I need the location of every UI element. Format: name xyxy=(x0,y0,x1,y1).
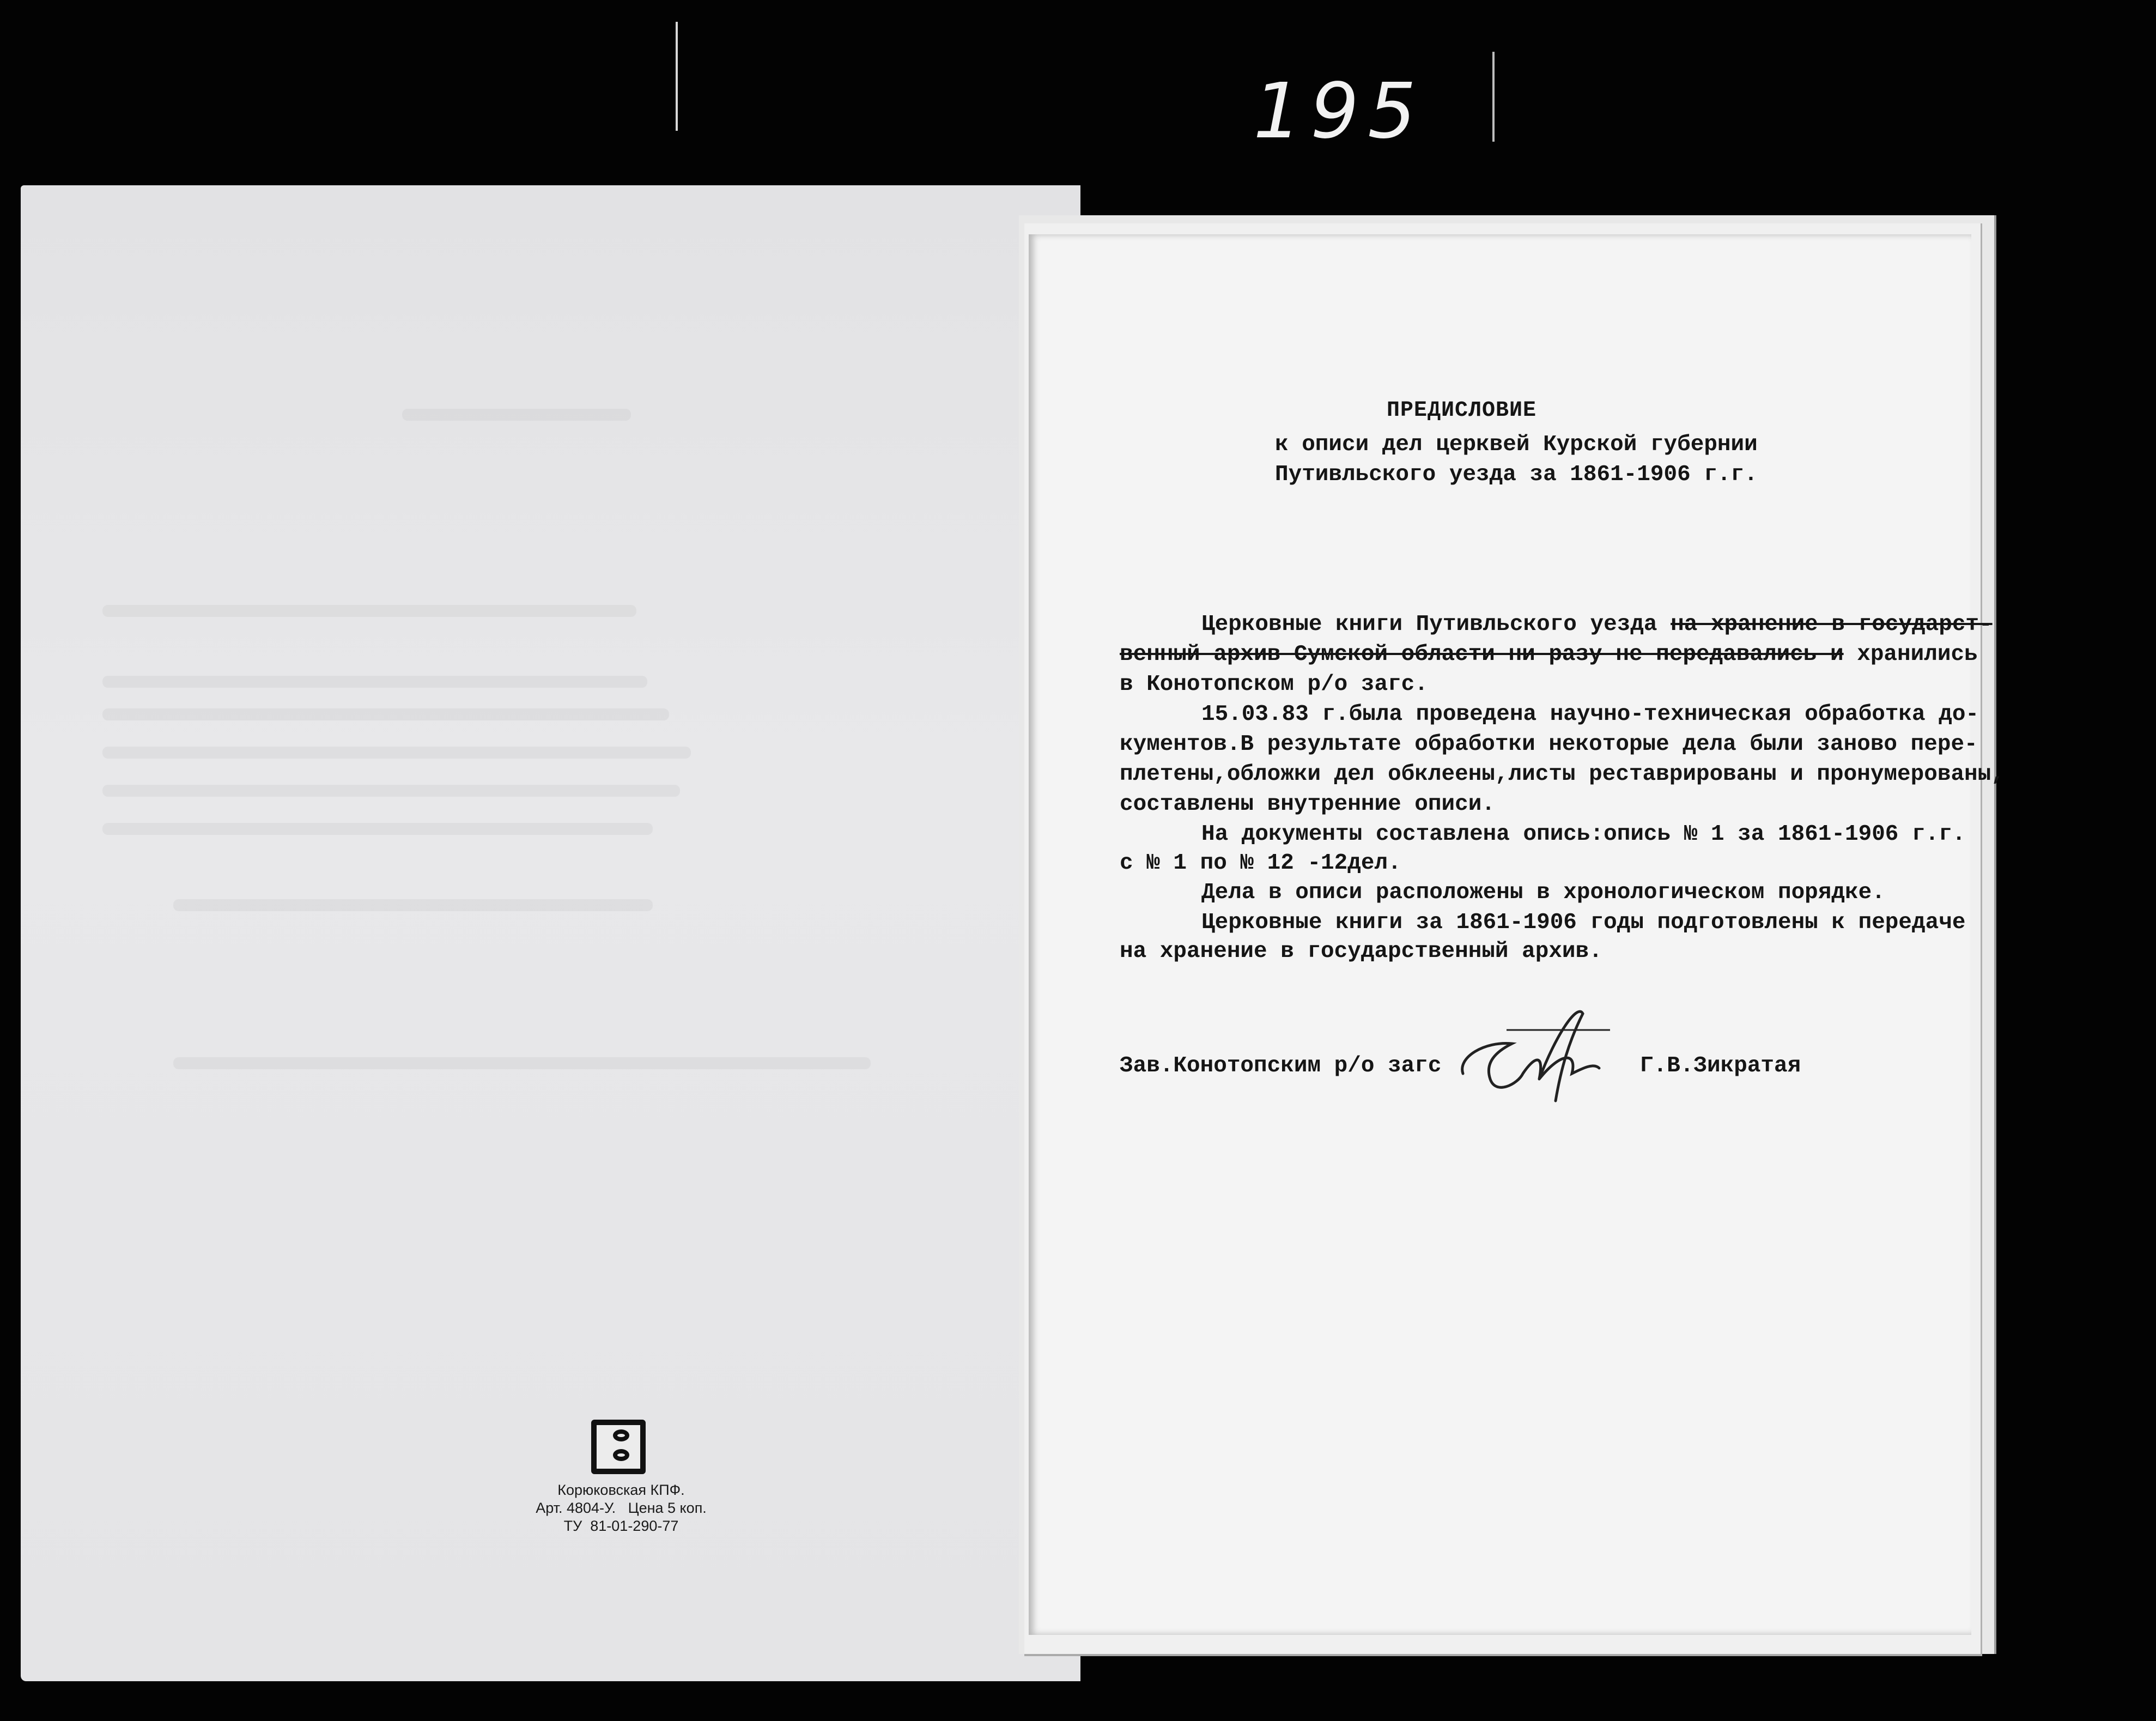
logo-ring xyxy=(613,1429,629,1441)
imprint-line: Арт. 4804-У. Цена 5 коп. xyxy=(536,1500,707,1516)
preface-line: На документы составлена опись:опись № 1 за 1861-1906 г.г. xyxy=(1201,822,1966,847)
logo-ring xyxy=(613,1449,629,1461)
preface-line xyxy=(1201,610,1993,639)
imprint-line: ТУ 81-01-290-77 xyxy=(563,1518,679,1534)
preface-line xyxy=(1120,640,1978,669)
folio-number: 195 xyxy=(1253,67,1425,156)
struck-text: венный архив Сумской области ни разу не передавались и xyxy=(1120,642,1844,667)
publisher-logo xyxy=(591,1420,646,1474)
preface-line: Церковные книги за 1861-1906 годы подготовлены к передаче xyxy=(1201,910,1966,935)
preface-line: плетены,обложки дел обклеены,листы реставрированы и пронумерованы, xyxy=(1120,762,2005,787)
preface-line: составлены внутренние описи. xyxy=(1120,792,1495,817)
bleed-through-line xyxy=(102,747,691,759)
preface-line: в Конотопском р/о загс. xyxy=(1120,672,1428,697)
struck-text: на хранение в государст- xyxy=(1671,612,1993,637)
preface-subtitle: Путивльского уезда за 1861-1906 г.г. xyxy=(1275,462,1758,487)
preface-line: кументов.В результате обработки некоторые дела были заново пере- xyxy=(1120,732,1978,757)
bleed-through-line xyxy=(173,899,653,911)
bleed-through-line xyxy=(102,605,636,617)
preface-heading: ПРЕДИСЛОВИЕ xyxy=(1387,398,1537,423)
bleed-through-line xyxy=(102,785,680,797)
publisher-imprint xyxy=(479,1481,763,1535)
handwritten-signature xyxy=(1452,992,1610,1117)
bleed-through-line xyxy=(102,708,669,720)
bleed-through-line xyxy=(402,409,631,421)
bleed-through-line xyxy=(102,676,647,688)
text-run: Церковные книги Путивльского уезда xyxy=(1201,612,1671,637)
bleed-through-line xyxy=(173,1057,871,1069)
signer-title: Зав.Конотопским р/о загс xyxy=(1120,1053,1442,1078)
preface-line: с № 1 по № 12 -12дел. xyxy=(1120,851,1401,876)
frame-mark-right xyxy=(1492,52,1495,142)
signer-name: Г.В.Зикратая xyxy=(1640,1053,1801,1078)
bleed-through-line xyxy=(102,823,653,835)
preface-line: Дела в описи расположены в хронологическом порядке. xyxy=(1201,880,1885,905)
preface-subtitle: к описи дел церквей Курской губернии xyxy=(1275,432,1758,457)
preface-line: на хранение в государственный архив. xyxy=(1120,939,1602,964)
left-page xyxy=(21,185,1080,1681)
text-run: хранились xyxy=(1843,642,1978,667)
imprint-line: Корюковская КПФ. xyxy=(557,1482,685,1498)
frame-mark-left xyxy=(676,22,678,131)
preface-line: 15.03.83 г.была проведена научно-техническая обработка до- xyxy=(1201,702,1979,727)
